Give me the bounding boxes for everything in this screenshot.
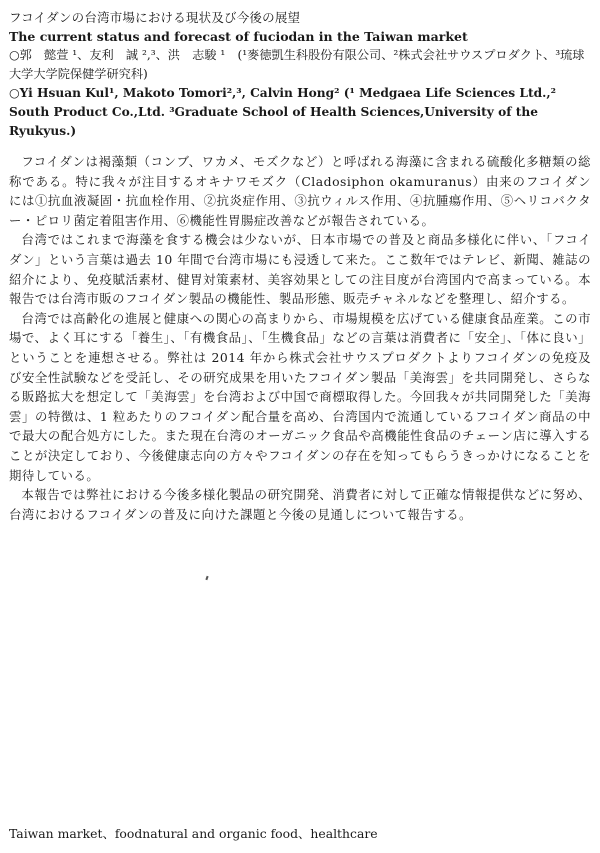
abstract-body	[9, 152, 591, 524]
authors-english: ○Yi Hsuan Kul¹, Makoto Tomori²,³, Calvin Hong² (¹ Medgaea Life Sciences Ltd.,² South Product Co.,Ltd. ³Graduate School of Health Sciences,University of the Ryukyus.)	[9, 86, 556, 138]
paper-header	[9, 8, 591, 141]
keywords-line: Taiwan market、foodnatural and organic food、healthcare	[9, 826, 378, 841]
paragraph-1: フコイダンは褐藻類（コンブ、ワカメ、モズクなど）と呼ばれる海藻に含まれる硫酸化多糖類の総称である。特に我々が注目するオキナワモズク（Cladosiphon okamuranus）由来のフコイダンには①抗血液凝固・抗血栓作用、②抗炎症作用、③抗ウィルス作用、④抗腫瘍作用、⑤ヘリコバクター・ピロリ菌定着阻害作用、⑥機能性胃腸症改善などが報告されている。	[9, 154, 591, 228]
title-japanese: フコイダンの台湾市場における現状及び今後の展望	[9, 10, 301, 25]
paragraph-3: 台湾では高齢化の進展と健康への関心の高まりから、市場規模を広げている健康食品産業。この市場で、よく耳にする「養生」、「有機食品」、「生機食品」などの言葉は消費者に「安全」、「体に良い」ということを連想させる。弊社は 2014 年から株式会社サウスプロダクトよりフコイダンの免疫及び安全性試験などを受託し、その研究成果を用いたフコイダン製品「美海雲」を共同開発し、さらなる販路拡大を想定して「美海雲」を台湾および中国で商標取得した。今回我々が共同開発した「美海雲」の特徴は、1 粒あたりのフコイダン配合量を高め、台湾国内で流通しているフコイダン商品の中で最大の配合処方にした。また現在台湾のオーガニック食品や高機能性食品のチェーン店に導入することが決定しており、今後健康志向の方々やフコイダンの存在を知ってもらうきっかけになることを期待している。	[9, 310, 591, 483]
paragraph-2: 台湾ではこれまで海藻を食する機会は少ないが、日本市場での普及と商品多様化に伴い、「フコイダン」という言葉は過去 10 年間で台湾市場にも浸透して来た。ここ数年ではテレビ、新聞、雑誌の紹介により、免疫賦活素材、健胃対策素材、美容効果としての注目度が台湾国内で高まっている。本報告では台湾市販のフコイダン製品の機能性、製品形態、販売チャネルなどを整理し、紹介する。	[9, 232, 591, 307]
paragraph-4: 本報告では弊社における今後多様化製品の研究開発、消費者に対して正確な情報提供などに努め、台湾におけるフコイダンの普及に向けた課題と今後の見通しについて報告する。	[9, 487, 591, 522]
authors-japanese: ○郭 懿萱 ¹、友利 誠 ²,³、洪 志駿 ¹ (¹麥徳凱生科股份有限公司、²株式会社サウスプロダクト、³琉球大学大学院保健学研究科)	[9, 48, 585, 81]
title-english: The current status and forecast of fuciodan in the Taiwan market	[9, 29, 468, 44]
scan-speck	[205, 576, 208, 580]
